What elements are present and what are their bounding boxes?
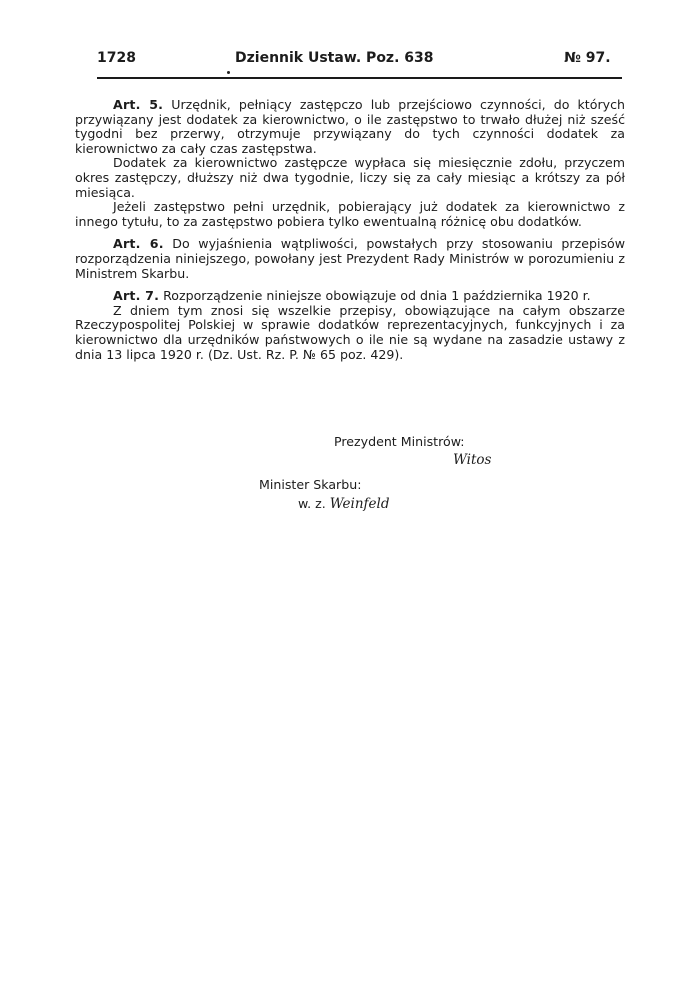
art5-text-1: Urzędnik, pełniący zastępczo lub przejściowo czynności, do których przywiązany jest dodatek za kierownictwo, o ile zastępstwo to trwało dłużej niż sześć tygodni bez przerwy, otrzymuje przywiązany do tych czynności dodatek za kierownictwo za cały czas zastępstwa. [75, 97, 625, 156]
article-label-6: Art. 6. [113, 236, 164, 252]
treasury-signature-name: Weinfeld [329, 496, 390, 512]
print-speck [227, 71, 230, 74]
journal-title: Dziennik Ustaw. Poz. 638 [235, 50, 434, 66]
treasury-signature-title: Minister Skarbu: [259, 477, 362, 492]
issue-number: № 97. [564, 50, 611, 66]
art5-paragraph-1 [75, 98, 625, 156]
pm-signature-title: Prezydent Ministrów: [334, 434, 465, 449]
document-body [75, 98, 625, 362]
article-label-5: Art. 5. [113, 97, 164, 112]
page-number: 1728 [97, 50, 136, 66]
article-label-7: Art. 7. [113, 288, 160, 304]
pm-signature-name: Witos [453, 452, 492, 468]
art6-text-1: Do wyjaśnienia wątpliwości, powstałych przy stosowaniu przepisów rozporządzenia niniejszego, powołany jest Prezydent Rady Ministrów w porozumieniu z Ministrem Skarbu. [75, 236, 626, 281]
art5-paragraph-3: Jeżeli zastępstwo pełni urzędnik, pobierający już dodatek za kierownictwo z innego tytułu, to za zastępstwo pobiera tylko ewentualną różnicę obu dodatków. [75, 199, 625, 229]
art7-text-1: Rozporządzenie niniejsze obowiązuje od dnia 1 października 1920 r. [163, 288, 591, 304]
treasury-signature-prefix: w. z. [298, 496, 326, 511]
treasury-signature-line [298, 496, 390, 512]
art6-paragraph-1 [75, 237, 625, 281]
art7-paragraph-2: Z dniem tym znosi się wszelkie przepisy, obowiązujące na całym obszarze Rzeczypospolitej Polskiej w sprawie dodatków reprezentacyjnych, funkcyjnych i za kierownictwo dla urzędników państwowych o ile nie są wydane na zasadzie ustawy z dnia 13 lipca 1920 r. (Dz. Ust. Rz. P. № 65 poz. 429). [75, 302, 625, 362]
page-header [97, 50, 622, 70]
art5-paragraph-2: Dodatek za kierownictwo zastępcze wypłaca się miesięcznie zdołu, przyczem okres zastępczy, dłuższy niż dwa tygodnie, liczy się za cały miesiąc a krótszy za pół miesiąca. [75, 155, 625, 200]
header-rule [97, 77, 622, 79]
art7-paragraph-1 [75, 289, 625, 304]
